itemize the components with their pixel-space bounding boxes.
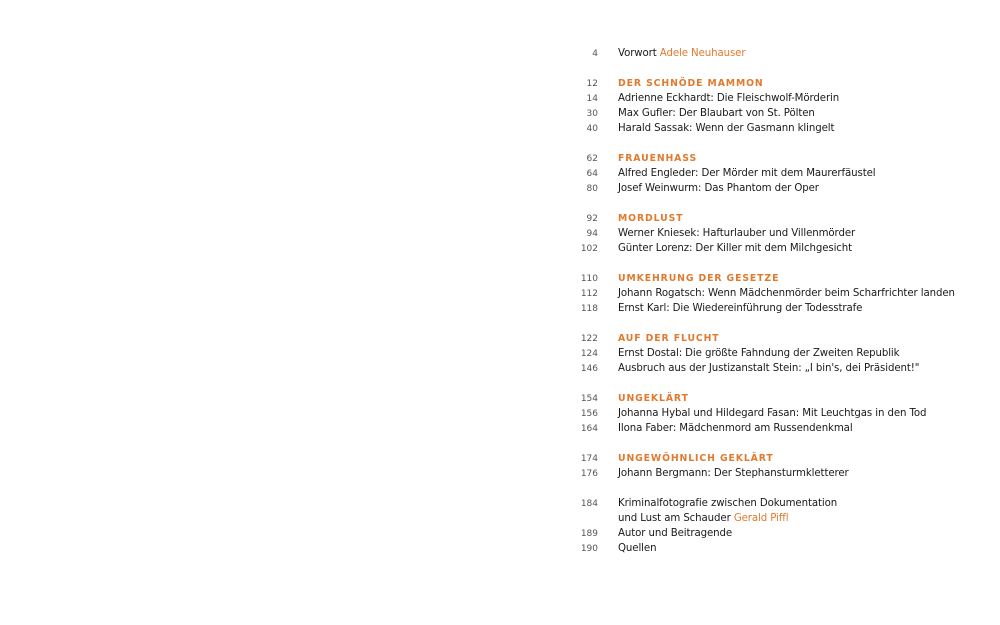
- toc-entry-essay-continued[interactable]: [568, 511, 988, 526]
- page-number: 64: [586, 169, 598, 179]
- page-number: 14: [586, 94, 598, 104]
- page-number: 190: [580, 544, 598, 554]
- entry-title-text: Vorwort: [618, 48, 657, 59]
- toc-section: [568, 151, 988, 196]
- page-number: 4: [592, 49, 598, 59]
- entry-title: Alfred Engleder: Der Mörder mit dem Maurerfäustel: [618, 168, 876, 179]
- toc-entry[interactable]: [568, 286, 988, 301]
- toc-entry-essay[interactable]: [568, 496, 988, 511]
- entry-title: [618, 46, 745, 61]
- page-number: 62: [586, 154, 598, 164]
- toc-entry[interactable]: [568, 241, 988, 256]
- page-number: 124: [580, 349, 598, 359]
- entry-title: Johanna Hybal und Hildegard Fasan: Mit Leuchtgas in den Tod: [618, 408, 927, 419]
- table-of-contents: [568, 46, 988, 556]
- toc-entry[interactable]: [568, 466, 988, 481]
- toc-section: [568, 211, 988, 256]
- entry-title-text: und Lust am Schauder: [618, 513, 731, 524]
- toc-entry[interactable]: [568, 166, 988, 181]
- toc-entry-sources[interactable]: [568, 541, 988, 556]
- page-number: 112: [580, 289, 598, 299]
- section-heading[interactable]: [568, 76, 988, 91]
- toc-section: [568, 76, 988, 136]
- toc-section: [568, 451, 988, 481]
- entry-title: Werner Kniesek: Hafturlauber und Villenmörder: [618, 228, 856, 239]
- toc-section: [568, 391, 988, 436]
- entry-title: Max Gufler: Der Blaubart von St. Pölten: [618, 108, 815, 119]
- entry-title: Quellen: [618, 543, 657, 554]
- page-number: 174: [580, 454, 598, 464]
- entry-title: Ernst Dostal: Die größte Fahndung der Zweiten Republik: [618, 348, 900, 359]
- toc-section: [568, 331, 988, 376]
- page-number: 40: [586, 124, 598, 134]
- entry-title: Ernst Karl: Die Wiedereinführung der Todesstrafe: [618, 303, 863, 314]
- section-title: MORDLUST: [618, 213, 684, 224]
- entry-title: [618, 511, 789, 526]
- toc-entry[interactable]: [568, 226, 988, 241]
- section-heading[interactable]: [568, 391, 988, 406]
- page-number: 146: [580, 364, 598, 374]
- toc-entry[interactable]: [568, 361, 988, 376]
- page-number: 189: [580, 529, 598, 539]
- page-number: 122: [580, 334, 598, 344]
- section-title: AUF DER FLUCHT: [618, 333, 720, 344]
- page-number: 184: [580, 499, 598, 509]
- toc-entry[interactable]: [568, 406, 988, 421]
- entry-title: Adrienne Eckhardt: Die Fleischwolf-Mörderin: [618, 93, 840, 104]
- page-number: 94: [586, 229, 598, 239]
- section-heading[interactable]: [568, 211, 988, 226]
- page-number: 110: [580, 274, 598, 284]
- page-number: 118: [580, 304, 598, 314]
- toc-entry[interactable]: [568, 106, 988, 121]
- toc-entry[interactable]: [568, 181, 988, 196]
- entry-title: Harald Sassak: Wenn der Gasmann klingelt: [618, 123, 835, 134]
- section-heading[interactable]: [568, 151, 988, 166]
- section-title: FRAUENHASS: [618, 153, 698, 164]
- page-number: 102: [580, 244, 598, 254]
- section-title: UNGEWÖHNLICH GEKLÄRT: [618, 453, 774, 464]
- toc-entry[interactable]: [568, 346, 988, 361]
- entry-author: Gerald Piffl: [733, 513, 789, 524]
- section-title: UNGEKLÄRT: [618, 393, 689, 404]
- entry-title: Johann Rogatsch: Wenn Mädchenmörder beim Scharfrichter landen: [618, 288, 955, 299]
- entry-title: Ilona Faber: Mädchenmord am Russendenkmal: [618, 423, 853, 434]
- entry-title: Kriminalfotografie zwischen Dokumentation: [618, 498, 838, 509]
- toc-section: [568, 271, 988, 316]
- toc-entry[interactable]: [568, 421, 988, 436]
- entry-title: Günter Lorenz: Der Killer mit dem Milchgesicht: [618, 243, 853, 254]
- toc-entry-authors[interactable]: [568, 526, 988, 541]
- toc-entry-preface[interactable]: [568, 46, 988, 61]
- page-number: 176: [580, 469, 598, 479]
- entry-title: Autor und Beitragende: [618, 528, 733, 539]
- section-title: UMKEHRUNG DER GESETZE: [618, 273, 780, 284]
- section-heading[interactable]: [568, 331, 988, 346]
- entry-title: Josef Weinwurm: Das Phantom der Oper: [618, 183, 819, 194]
- toc-entry[interactable]: [568, 91, 988, 106]
- page-number: 12: [586, 79, 598, 89]
- section-heading[interactable]: [568, 271, 988, 286]
- page-number: 92: [586, 214, 598, 224]
- toc-entry[interactable]: [568, 121, 988, 136]
- section-title: DER SCHNÖDE MAMMON: [618, 78, 764, 89]
- entry-author: Adele Neuhauser: [659, 48, 746, 59]
- page-number: 164: [580, 424, 598, 434]
- toc-entry[interactable]: [568, 301, 988, 316]
- entry-title: Johann Bergmann: Der Stephansturmkletterer: [618, 468, 849, 479]
- page-number: 30: [586, 109, 598, 119]
- toc-appendix: [568, 496, 988, 556]
- page-number: 80: [586, 184, 598, 194]
- entry-title: Ausbruch aus der Justizanstalt Stein: „I bin's, dei Präsident!": [618, 363, 920, 374]
- section-heading[interactable]: [568, 451, 988, 466]
- page-number: 156: [580, 409, 598, 419]
- page-number: 154: [580, 394, 598, 404]
